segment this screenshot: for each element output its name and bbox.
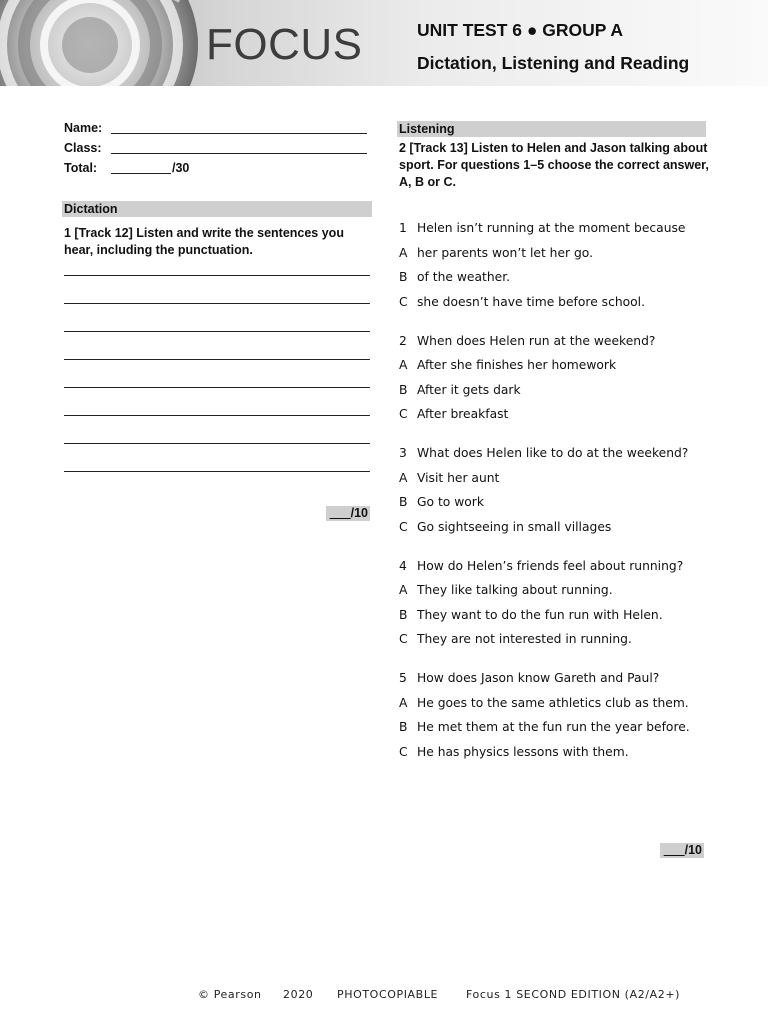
option-letter: A: [399, 470, 408, 485]
option-letter: B: [399, 495, 408, 510]
dictation-write-line[interactable]: [64, 471, 370, 472]
total-line[interactable]: [111, 173, 171, 174]
option-letter: B: [399, 270, 408, 285]
score-max: /10: [684, 843, 702, 857]
option-text: her parents won’t let her go.: [417, 245, 594, 260]
footer-edition: Focus 1 SECOND EDITION (A2/A2+): [466, 988, 681, 1001]
dictation-instruction-line: 1 [Track 12] Listen and write the sentences you: [64, 226, 344, 240]
option-text: After breakfast: [417, 407, 509, 422]
focus-logo: FOCUS: [206, 20, 363, 69]
option-letter: C: [399, 744, 408, 759]
option-letter: C: [399, 294, 408, 309]
listening-instruction-line: A, B or C.: [399, 175, 456, 189]
option-letter: B: [399, 382, 408, 397]
question-number: 3: [399, 446, 407, 460]
option-letter: C: [399, 407, 408, 422]
option-letter: A: [399, 245, 408, 260]
option-text: He goes to the same athletics club as them.: [417, 695, 689, 710]
dictation-write-line[interactable]: [64, 387, 370, 388]
option-letter: B: [399, 607, 408, 622]
question-text: What does Helen like to do at the weekend?: [417, 446, 689, 460]
total-field[interactable]: [64, 161, 204, 175]
option-text: of the weather.: [417, 270, 511, 285]
page-footer: [0, 988, 768, 1004]
score-blank: ___: [663, 843, 685, 857]
option-text: He met them at the fun run the year before.: [417, 720, 690, 735]
footer-copyright: © Pearson: [198, 988, 262, 1001]
class-label: Class:: [64, 141, 102, 155]
unit-subtitle: Dictation, Listening and Reading: [417, 53, 690, 73]
listening-instructions: [399, 140, 709, 191]
option-letter: C: [399, 519, 408, 534]
score-max: /10: [350, 506, 368, 520]
option-text: After it gets dark: [417, 382, 521, 397]
option-letter: A: [399, 583, 408, 598]
option-letter: C: [399, 632, 408, 647]
question-number: 2: [399, 333, 407, 348]
dictation-score[interactable]: [326, 506, 370, 521]
question-number: 5: [399, 671, 407, 685]
dictation-write-line[interactable]: [64, 275, 370, 276]
listening-heading: Listening: [397, 121, 706, 137]
class-line[interactable]: [111, 153, 367, 154]
header-banner: [0, 0, 768, 86]
option-text: They are not interested in running.: [417, 632, 632, 647]
question-text: How do Helen’s friends feel about running?: [417, 558, 684, 573]
dictation-instruction-line: hear, including the punctuation.: [64, 243, 253, 257]
question-number: 4: [399, 558, 407, 573]
option-text: They like talking about running.: [417, 583, 613, 598]
dictation-write-line[interactable]: [64, 331, 370, 332]
dictation-heading: Dictation: [62, 201, 372, 217]
score-blank: ___: [329, 506, 351, 520]
dictation-write-line[interactable]: [64, 443, 370, 444]
dictation-write-line[interactable]: [64, 415, 370, 416]
question-text: When does Helen run at the weekend?: [417, 333, 656, 348]
option-text: After she finishes her homework: [417, 358, 617, 373]
name-line[interactable]: [111, 133, 367, 134]
class-field[interactable]: [64, 141, 369, 155]
name-label: Name:: [64, 121, 103, 135]
option-text: He has physics lessons with them.: [417, 744, 629, 759]
option-letter: A: [399, 358, 408, 373]
listening-score[interactable]: [660, 843, 704, 858]
option-letter: A: [399, 695, 408, 710]
dictation-write-line[interactable]: [64, 303, 370, 304]
option-text: Go to work: [417, 495, 484, 510]
unit-title: UNIT TEST 6 ● GROUP A: [417, 20, 624, 40]
name-field[interactable]: [64, 121, 369, 135]
listening-instruction-line: 2 [Track 13] Listen to Helen and Jason talking about: [399, 141, 708, 155]
dictation-write-line[interactable]: [64, 359, 370, 360]
question-text: How does Jason know Gareth and Paul?: [417, 671, 660, 685]
focus-swirl-graphic: [0, 0, 220, 86]
dictation-instructions: [64, 225, 344, 259]
footer-year: 2020: [283, 988, 314, 1001]
listening-instruction-line: sport. For questions 1–5 choose the correct answer,: [399, 158, 709, 172]
option-text: They want to do the fun run with Helen.: [417, 607, 663, 622]
total-max: /30: [172, 161, 190, 175]
question-number: 1: [399, 221, 407, 235]
option-text: she doesn’t have time before school.: [417, 294, 645, 309]
question-text: Helen isn’t running at the moment because: [417, 221, 686, 235]
option-letter: B: [399, 720, 408, 735]
option-text: Visit her aunt: [417, 470, 500, 485]
total-label: Total:: [64, 161, 98, 175]
footer-photocopiable: PHOTOCOPIABLE: [337, 988, 439, 1001]
option-text: Go sightseeing in small villages: [417, 519, 612, 534]
